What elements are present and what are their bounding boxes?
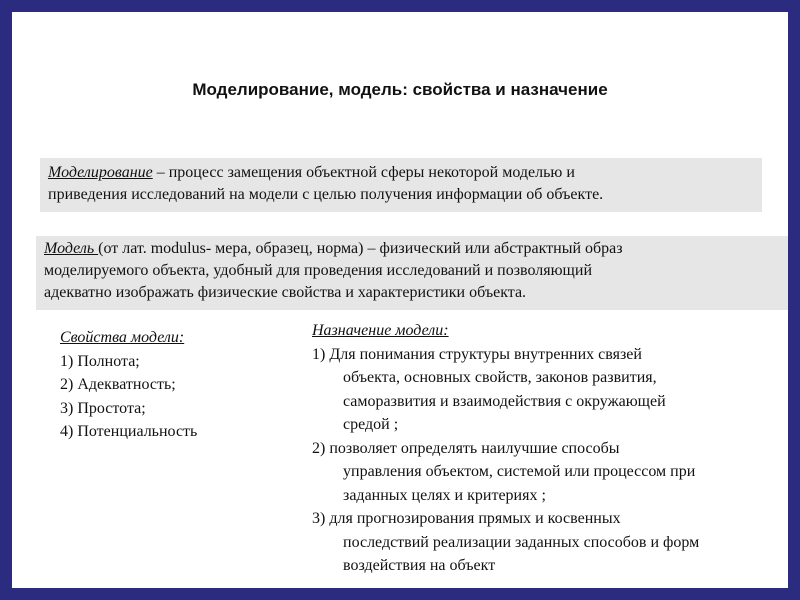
purpose-list: [312, 319, 792, 578]
list-item: 1) Полнота;: [60, 352, 140, 370]
purpose-item-1-line: саморазвития и взаимодействия с окружающей: [343, 392, 666, 410]
purpose-item-2-line: управления объектом, системой или процессом при: [343, 463, 696, 480]
properties-heading: Свойства модели:: [60, 329, 185, 346]
definition-model-line-3: адекватно изображать физические свойства и характеристики объекта.: [44, 284, 527, 301]
purpose-item-1-line: средой ;: [343, 416, 399, 433]
definition-modeling-text-1: – процесс замещения объектной сферы некоторой моделью и: [152, 164, 575, 181]
purpose-item-2: [312, 437, 792, 508]
purpose-item-3-first: 3) для прогнозирования прямых и косвенных: [312, 510, 621, 527]
definition-model-line-1: [44, 238, 780, 260]
purpose-item-3: [312, 507, 792, 578]
purpose-item-2-line: заданных целях и критериях ;: [343, 486, 546, 504]
slide-title: Моделирование, модель: свойства и назначение: [192, 80, 608, 99]
list-item: 3) Простота;: [60, 399, 146, 417]
purpose-item-2-first: 2) позволяет определять наилучшие способы: [312, 439, 620, 457]
definition-model-text-1: (от лат. modulus- мера, образец, норма) – физический или абстрактный образ: [98, 240, 623, 257]
list-item: 2) Адекватность;: [60, 376, 176, 393]
purpose-heading: Назначение модели:: [312, 322, 449, 339]
definition-modeling-line-2: приведения исследований на модели с целью получения информации об объекте.: [48, 186, 604, 203]
purpose-item-1-first: 1) Для понимания структуры внутренних связей: [312, 345, 642, 363]
purpose-item-1: [312, 343, 792, 437]
list-item: 4) Потенциальность: [60, 423, 198, 440]
definition-modeling-line-1: [48, 162, 754, 184]
definition-model-line-2: моделируемого объекта, удобный для проведения исследований и позволяющий: [44, 262, 592, 279]
purpose-item-3-line: воздействия на объект: [343, 557, 496, 574]
definition-model-box: [36, 236, 788, 310]
term-modeling: Моделирование: [48, 164, 153, 181]
properties-list: [60, 326, 290, 444]
purpose-item-1-line: объекта, основных свойств, законов развития,: [343, 369, 657, 386]
term-model: Модель: [44, 240, 99, 257]
purpose-item-3-line: последствий реализации заданных способов и форм: [343, 533, 700, 551]
definition-modeling-box: [40, 158, 762, 212]
